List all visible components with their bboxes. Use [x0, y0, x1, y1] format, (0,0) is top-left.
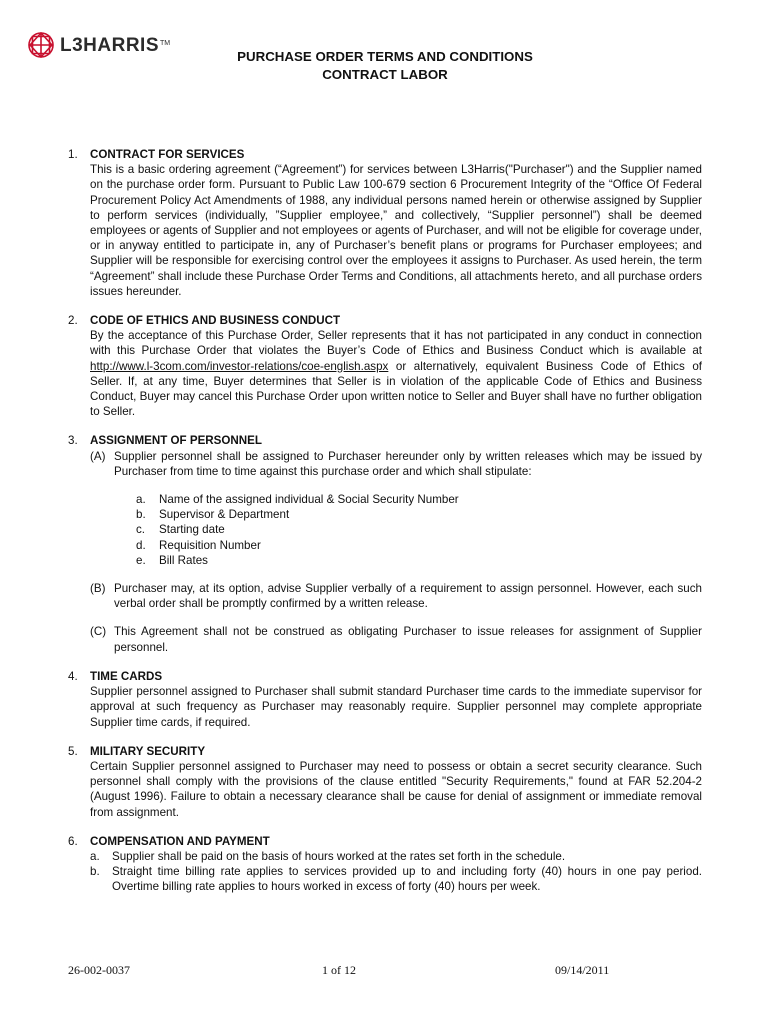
- section-heading: CONTRACT FOR SERVICES: [90, 148, 245, 161]
- title-line-1: PURCHASE ORDER TERMS AND CONDITIONS: [237, 49, 533, 64]
- section-number: 2.: [68, 314, 78, 328]
- list-item: [136, 492, 702, 507]
- subsection-label: (A): [90, 449, 106, 463]
- document-title: [0, 48, 770, 84]
- section-text: [90, 328, 702, 419]
- subsection-text: This Agreement shall not be construed as obligating Purchaser to issue releases for assignment of Supplier personnel.: [114, 625, 702, 654]
- section-heading: TIME CARDS: [90, 669, 163, 683]
- list-marker: a.: [90, 849, 100, 863]
- list-marker: e.: [136, 553, 146, 567]
- subsection-text: Purchaser may, at its option, advise Supplier verbally of a requirement to assign personnel. However, each such verbal order shall be promptly confirmed by a written release.: [114, 582, 702, 611]
- section-text: This is a basic ordering agreement (“Agreement”) for services between L3Harris("Purchaser") and the Supplier named on the purchase order form. Pursuant to Public Law 100-679 section 6 Procurement Integrity of the “Office Of Federal Procurement Policy Act Amendments of 1988, any individual persons named herein or otherwise assigned by Supplier to perform services (individually, ”Supplier employee,” and collectively, “Supplier personnel”) shall be deemed employees or agents of Supplier and not employees or agents of Purchaser, and will not be eligible for coverage under, or in anyway entitled to participate in, any of Purchaser’s benefit plans or programs for Purchaser employees; and Supplier will be responsible for exercising control over the employees it assigns to Purchaser. As used herein, the term “Agreement” shall include these Purchase Order Terms and Conditions, all attachments hereto, and all purchase orders issues hereunder.: [90, 163, 702, 298]
- subsection-a: [90, 449, 702, 479]
- list-text: Straight time billing rate applies to services provided up to and including forty (40) hours in one pay period. Overtime billing rate applies to hours worked in excess of forty (40) hours per week.: [112, 865, 702, 894]
- footer-date: 09/14/2011: [555, 963, 610, 977]
- subsection-label: (C): [90, 625, 107, 639]
- ethics-link[interactable]: http://www.l-3com.com/investor-relations/coe-english.aspx: [90, 359, 389, 373]
- section-code-of-ethics: [68, 313, 702, 419]
- list-marker: d.: [136, 538, 146, 552]
- list-item: [136, 522, 702, 537]
- list-text: Supplier shall be paid on the basis of hours worked at the rates set forth in the schedule.: [112, 849, 566, 863]
- subsection-text: Supplier personnel shall be assigned to Purchaser hereunder only by written releases which may be issued by Purchaser from time to time against this purchase order and which shall stipulate:: [114, 449, 702, 478]
- section-heading: MILITARY SECURITY: [90, 744, 206, 758]
- list-marker: a.: [136, 493, 146, 507]
- list-item: [136, 538, 702, 553]
- footer-doc-number: 26-002-0037: [68, 963, 130, 977]
- list-marker: b.: [136, 508, 146, 522]
- list-item: [90, 864, 702, 894]
- section-heading: COMPENSATION AND PAYMENT: [90, 834, 270, 848]
- section-compensation-and-payment: [68, 834, 702, 895]
- section-number: 5.: [68, 744, 78, 758]
- subsection-label: (B): [90, 582, 106, 596]
- subsection-b: [90, 581, 702, 611]
- list-text: Bill Rates: [159, 553, 208, 567]
- list-marker: c.: [136, 523, 146, 537]
- section-contract-for-services: [68, 147, 702, 299]
- section-assignment-of-personnel: [68, 433, 702, 654]
- stipulation-list: [136, 492, 702, 568]
- footer-page-number: 1 of 12: [322, 963, 356, 977]
- ethics-text-before: By the acceptance of this Purchase Order, Seller represents that it has not participated in any conduct in connection with this Purchase Order that violates the Buyer’s Code of Ethics and Business Conduct which is available at: [90, 329, 702, 358]
- section-number: 3.: [68, 434, 78, 448]
- list-text: Requisition Number: [159, 538, 261, 552]
- logo-wordmark: L3HARRIS: [60, 34, 160, 56]
- title-line-2: CONTRACT LABOR: [322, 67, 448, 82]
- section-time-cards: [68, 669, 702, 730]
- section-military-security: [68, 744, 702, 820]
- section-text: Supplier personnel assigned to Purchaser shall submit standard Purchaser time cards to the immediate supervisor for approval at such frequency as Purchaser may reasonably require. Supplier personnel may complete appropriate Supplier time cards, if required.: [90, 685, 702, 729]
- section-heading: CODE OF ETHICS AND BUSINESS CONDUCT: [90, 314, 341, 328]
- list-item: [136, 507, 702, 522]
- section-text: Certain Supplier personnel assigned to Purchaser may need to possess or obtain a secret security clearance. Such personnel shall comply with the provisions of the clause entitled "Security Requirements," found at FAR 52.204-2 (August 1996). Failure to obtain a necessary clearance shall be cause for denial of assignment or immediate removal from assignment.: [90, 759, 702, 819]
- section-number: 4.: [68, 669, 78, 683]
- document-body: [68, 147, 702, 909]
- list-item: [90, 849, 702, 864]
- ethics-text-after: or alternatively, equivalent Business Code of Ethics of Seller. If, at any time, Buyer determines that Seller is in violation of the applicable Code of Ethics and Business Conduct, Buyer may cancel this Purchase Order upon written notice to Seller and Buyer shall have no further obligation to Seller.: [90, 359, 702, 419]
- list-text: Name of the assigned individual & Social Security Number: [159, 493, 459, 507]
- logo-trademark: TM: [160, 39, 171, 47]
- section-number: 1.: [68, 148, 78, 161]
- list-item: [136, 553, 702, 568]
- section-number: 6.: [68, 834, 78, 848]
- compensation-list: [90, 849, 702, 895]
- list-text: Starting date: [159, 523, 225, 537]
- subsection-c: [90, 624, 702, 654]
- list-marker: b.: [90, 865, 100, 879]
- list-text: Supervisor & Department: [159, 508, 290, 522]
- section-heading: ASSIGNMENT OF PERSONNEL: [90, 434, 262, 448]
- page-footer: [0, 963, 770, 981]
